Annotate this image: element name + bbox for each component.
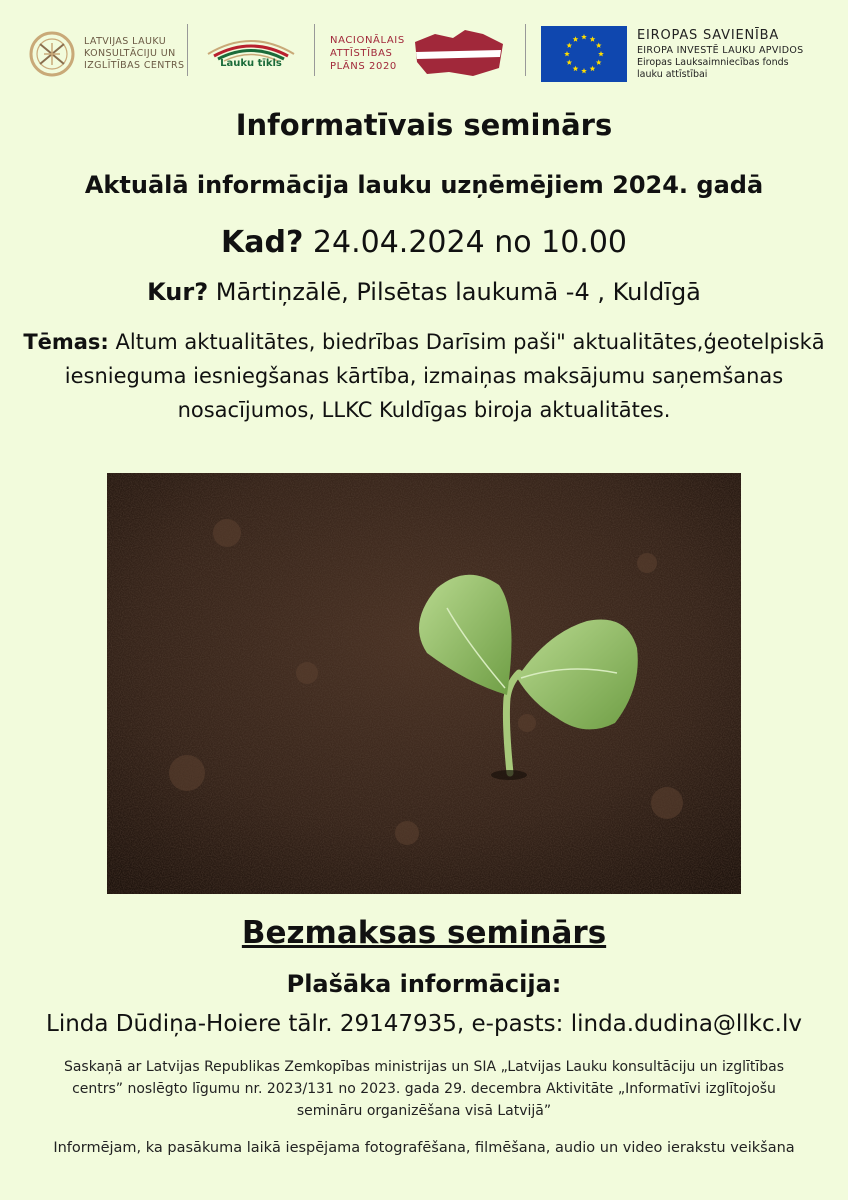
- more-info-heading: Plašāka informācija:: [286, 970, 562, 998]
- llkc-name: LATVIJAS LAUKU KONSULTĀCIJU UN IZGLĪTĪBAS CENTRS: [84, 36, 185, 71]
- where-label: Kur?: [147, 278, 209, 306]
- nap-logo: [330, 28, 505, 78]
- free-seminar-heading: Bezmaksas seminārs: [241, 915, 607, 951]
- seedling-photo: [107, 473, 741, 894]
- lauku-tikls-label: Lauku tīkls: [220, 58, 282, 69]
- when-label: Kad?: [220, 225, 304, 260]
- llkc-logo: [28, 30, 184, 78]
- eu-logo: [541, 26, 803, 82]
- when-value: 24.04.2024 no 10.00: [303, 225, 627, 260]
- eu-title: EIROPAS SAVIENĪBA: [637, 27, 780, 43]
- divider: [314, 24, 315, 76]
- eu-fund-line1: Eiropas Lauksaimniecības fonds: [637, 56, 789, 68]
- logo-header: [0, 0, 848, 105]
- eu-flag-icon: [541, 26, 627, 82]
- divider: [525, 24, 526, 76]
- llkc-logo-icon: [28, 30, 76, 78]
- event-where: [0, 278, 848, 306]
- event-when: [0, 225, 848, 260]
- topics-label: Tēmas:: [23, 330, 109, 354]
- divider: [187, 24, 188, 76]
- nap-name: NACIONĀLAIS ATTĪSTĪBAS PLĀNS 2020: [330, 34, 405, 72]
- recording-notice: Informējam, ka pasākuma laikā iespējama fotografēšana, filmēšana, audio un video ierakstu veikšana: [53, 1140, 795, 1156]
- legal-notice: Saskaņā ar Latvijas Republikas Zemkopības ministrijas un SIA „Latvijas Lauku konsultāciju un izglītības centrs” noslēgto līgumu nr. 2023/131 no 2023. gada 29. decembra Aktivitāte „Informatīvi izglītojošu semināru organizēšana visā Latvijā”: [63, 1059, 785, 1119]
- latvia-map-flag-icon: [413, 28, 505, 78]
- eu-fund-line2: lauku attīstībai: [637, 68, 708, 80]
- where-value: Mārtiņzālē, Pilsētas laukumā -4 , Kuldīgā: [208, 278, 701, 306]
- topics-value: Altum aktualitātes, biedrības Darīsim paši" aktualitātes,ģeotelpiskā iesnieguma iesniegšanas kārtība, izmaiņas maksājumu saņemšanas nosacījumos, LLKC Kuldīgas biroja aktualitātes.: [64, 330, 825, 422]
- event-title: Aktuālā informācija lauku uzņēmējiem 2024. gadā: [84, 171, 764, 199]
- eu-slogan: EIROPA INVESTĒ LAUKU APVIDOS: [637, 44, 804, 56]
- lauku-tikls-logo: [204, 30, 298, 69]
- eu-text-block: [637, 28, 803, 81]
- contact-line: Linda Dūdiņa-Hoiere tālr. 29147935, e-pasts: linda.dudina@llkc.lv: [46, 1011, 802, 1037]
- event-topics: [20, 325, 828, 427]
- event-type: Informatīvais seminārs: [235, 108, 613, 142]
